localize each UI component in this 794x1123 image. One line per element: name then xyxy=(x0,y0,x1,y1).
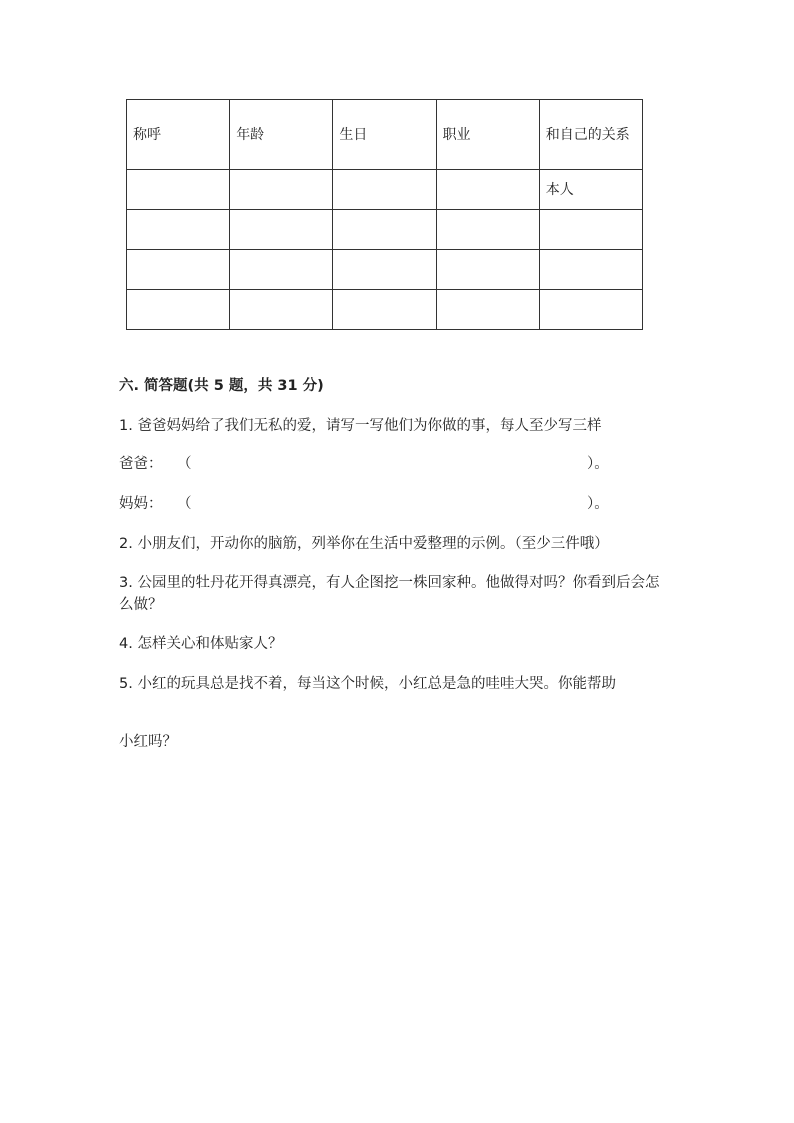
table-cell[interactable] xyxy=(539,250,642,290)
question-5-line-2: 小红吗？ xyxy=(119,734,177,750)
answer-line-dad[interactable] xyxy=(119,453,639,475)
table-row xyxy=(127,290,643,330)
dad-label: 爸爸： xyxy=(119,456,163,472)
question-1: 1. 爸爸妈妈给了我们无私的爱，请写一写他们为你做的事，每人至少写三样 xyxy=(119,418,602,434)
close-paren: ）。 xyxy=(587,456,609,472)
table-cell[interactable] xyxy=(230,210,333,250)
table-cell[interactable] xyxy=(127,170,230,210)
table-cell[interactable] xyxy=(333,170,436,210)
table-cell[interactable] xyxy=(127,250,230,290)
table-cell[interactable] xyxy=(333,250,436,290)
question-5-line-1: 5. 小红的玩具总是找不着，每当这个时候，小红总是急的哇哇大哭。你能帮助 xyxy=(119,676,616,692)
open-paren: （ xyxy=(177,456,192,472)
question-3: 3. 公园里的牡丹花开得真漂亮，有人企图挖一株回家种。他做得对吗？你看到后会怎么做？ xyxy=(119,575,660,613)
table-cell[interactable] xyxy=(436,250,539,290)
header-cell-birthday: 生日 xyxy=(333,100,436,170)
close-paren: ）。 xyxy=(587,496,609,512)
table-cell[interactable] xyxy=(333,210,436,250)
header-cell-relationship: 和自己的关系 xyxy=(539,100,642,170)
header-cell-occupation: 职业 xyxy=(436,100,539,170)
family-info-table xyxy=(126,99,643,330)
table-cell[interactable] xyxy=(436,290,539,330)
table-cell[interactable] xyxy=(436,210,539,250)
open-paren: （ xyxy=(177,496,192,512)
table-cell[interactable] xyxy=(127,290,230,330)
header-cell-title: 称呼 xyxy=(127,100,230,170)
answer-line-mom[interactable] xyxy=(119,493,639,515)
table-row xyxy=(127,210,643,250)
table-cell[interactable] xyxy=(127,210,230,250)
section-title: 六. 简答题(共 5 题，共 31 分) xyxy=(119,378,324,394)
table-cell[interactable] xyxy=(539,290,642,330)
table-cell[interactable] xyxy=(230,290,333,330)
question-4: 4. 怎样关心和体贴家人？ xyxy=(119,636,283,652)
table-row xyxy=(127,170,643,210)
table-header-row xyxy=(127,100,643,170)
table-row xyxy=(127,250,643,290)
mom-label: 妈妈： xyxy=(119,496,163,512)
table-cell[interactable] xyxy=(436,170,539,210)
table-cell: 本人 xyxy=(539,170,642,210)
table-cell[interactable] xyxy=(539,210,642,250)
question-2: 2. 小朋友们，开动你的脑筋，列举你在生活中爱整理的示例。（至少三件哦） xyxy=(119,536,609,552)
table-cell[interactable] xyxy=(230,170,333,210)
table-cell[interactable] xyxy=(333,290,436,330)
table-cell[interactable] xyxy=(230,250,333,290)
header-cell-age: 年龄 xyxy=(230,100,333,170)
